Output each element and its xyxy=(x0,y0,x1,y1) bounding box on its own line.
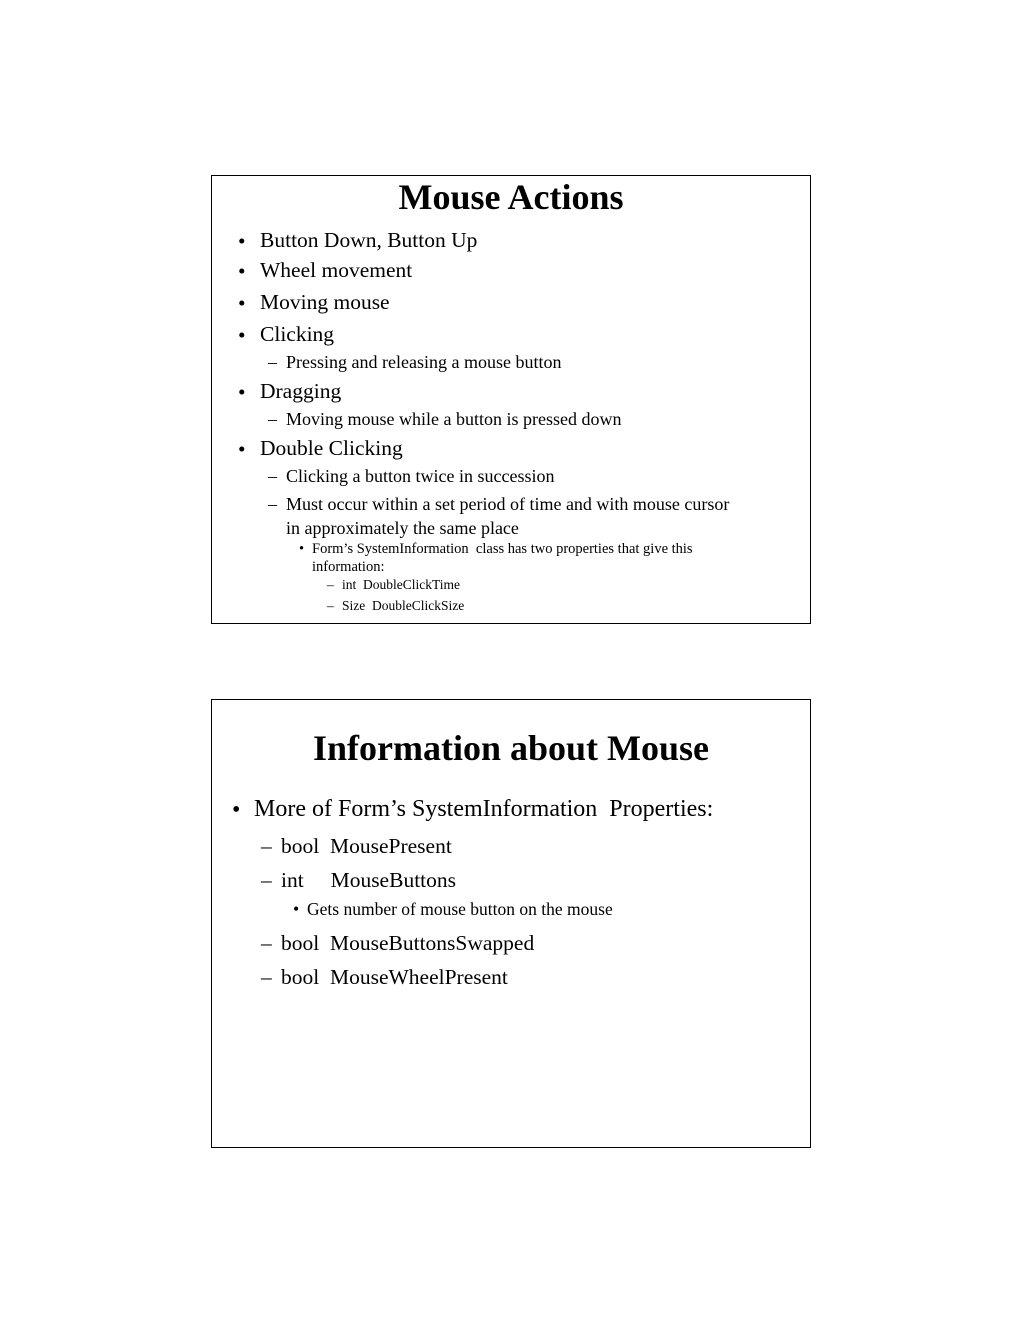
property-mousebuttonsswapped: bool MouseButtonsSwapped xyxy=(281,931,535,955)
bullet-systeminformation-properties: More of Form’s SystemInformation Properties: xyxy=(254,796,714,822)
property-doubleclicksize: Size DoubleClickSize xyxy=(342,598,465,613)
slide-title: Mouse Actions xyxy=(398,177,624,217)
bullet-clicking: Clicking xyxy=(260,322,335,346)
sub-bullet-moving-while-pressed: Moving mouse while a button is pressed down xyxy=(286,409,622,429)
bullet-icon: • xyxy=(238,291,246,315)
bullet-icon: • xyxy=(299,541,305,557)
sub-sub-bullet-systeminformation-line2: information: xyxy=(312,559,385,575)
dash-icon: – xyxy=(268,352,277,372)
dash-icon: – xyxy=(261,868,272,892)
dash-icon: – xyxy=(261,834,272,858)
dash-icon: – xyxy=(261,931,272,955)
bullet-wheel-movement: Wheel movement xyxy=(260,258,413,282)
dash-icon: – xyxy=(268,466,277,486)
bullet-icon: • xyxy=(238,229,246,253)
sub-bullet-must-occur-line1: Must occur within a set period of time and with mouse cursor xyxy=(286,494,730,514)
sub-sub-bullet-systeminformation-line1: Form’s SystemInformation class has two properties that give this xyxy=(312,541,693,557)
bullet-dragging: Dragging xyxy=(260,379,342,403)
bullet-icon: • xyxy=(232,797,241,823)
dash-icon: – xyxy=(327,598,334,613)
sub-bullet-gets-number-of-buttons: Gets number of mouse button on the mouse xyxy=(307,899,613,919)
dash-icon: – xyxy=(261,965,272,989)
slide-title: Information about Mouse xyxy=(312,728,710,768)
property-mousebuttons: int MouseButtons xyxy=(281,868,457,892)
dash-icon: – xyxy=(268,494,277,514)
bullet-button-down-up: Button Down, Button Up xyxy=(260,228,478,252)
slide-information-about-mouse xyxy=(211,699,811,1148)
bullet-moving-mouse: Moving mouse xyxy=(260,290,390,314)
bullet-icon: • xyxy=(238,437,246,461)
sub-bullet-clicking-twice: Clicking a button twice in succession xyxy=(286,466,555,486)
slide-mouse-actions xyxy=(211,175,811,624)
sub-bullet-pressing-releasing: Pressing and releasing a mouse button xyxy=(286,352,562,372)
property-mousepresent: bool MousePresent xyxy=(281,834,452,858)
property-mousewheelpresent: bool MouseWheelPresent xyxy=(281,965,508,989)
bullet-icon: • xyxy=(238,259,246,283)
dash-icon: – xyxy=(268,409,277,429)
dash-icon: – xyxy=(327,577,334,592)
bullet-icon: • xyxy=(293,899,300,919)
bullet-icon: • xyxy=(238,380,246,404)
bullet-double-clicking: Double Clicking xyxy=(260,436,403,460)
bullet-icon: • xyxy=(238,323,246,347)
sub-bullet-must-occur-line2: in approximately the same place xyxy=(286,518,519,538)
property-doubleclicktime: int DoubleClickTime xyxy=(342,577,461,592)
